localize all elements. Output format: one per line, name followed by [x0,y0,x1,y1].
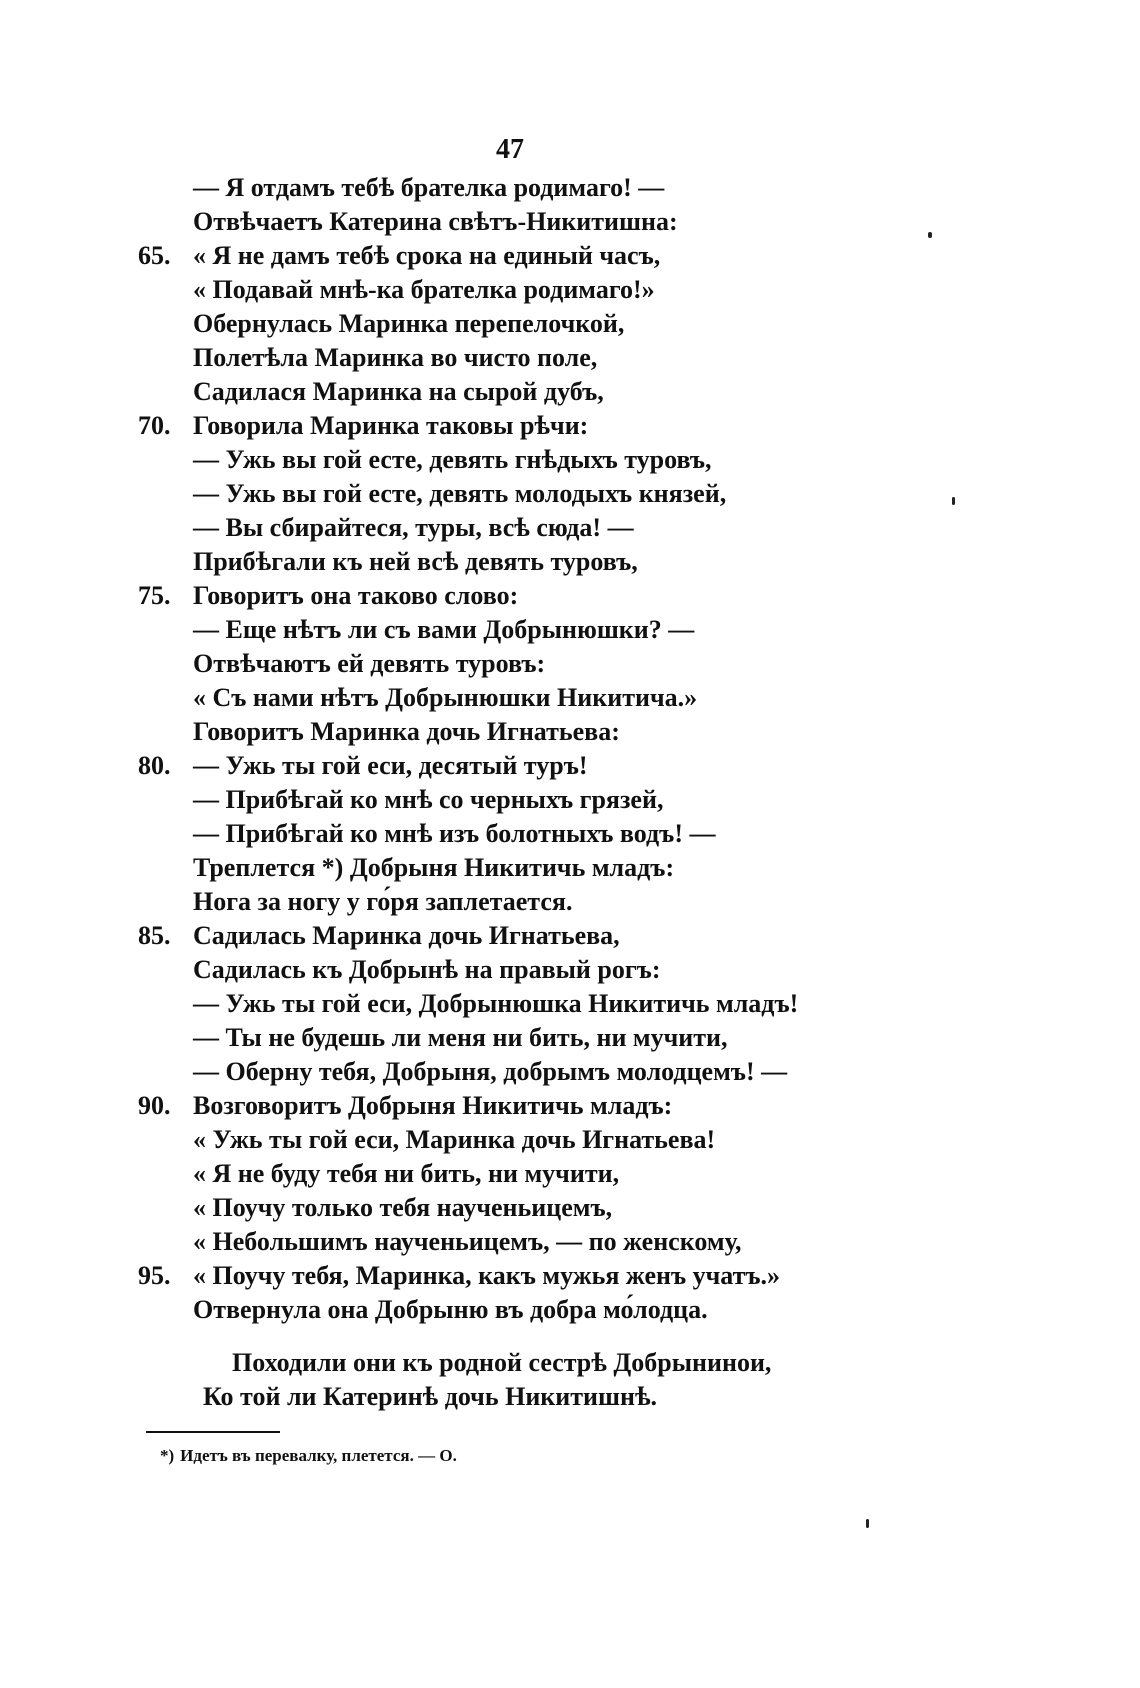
verse-text: « Я не буду тебя ни бить, ни мучити, [193,1159,620,1188]
verse-line [0,783,1140,817]
page-number: 47 [496,134,524,165]
verse-line [0,1123,1140,1157]
verse-line [0,1021,1140,1055]
verse-line [0,511,1140,545]
verse-line [0,987,1140,1021]
verse-text: « Поучу тебя, Маринка, какъ мужья женъ учатъ.» [193,1261,781,1290]
verse-line [0,1191,1140,1225]
verse-text: Ко той ли Катеринѣ дочь Никитишнѣ. [203,1382,658,1411]
verse-text: Отвѣчаютъ ей девять туровъ: [193,649,546,678]
verse-line [0,273,1140,307]
verse-line [0,307,1140,341]
verse-text: — Ты не будешь ли меня ни бить, ни мучити, [193,1023,728,1052]
verse-text: Садилась къ Добрынѣ на правый рогъ: [193,955,661,984]
verse-line [0,953,1140,987]
scan-speck [952,497,955,505]
verse-line [0,1346,1140,1380]
verse-text: Треплется *) Добрыня Никитичь младъ: [193,853,675,882]
verse-text: — Еще нѣтъ ли съ вами Добрынюшки? — [193,615,695,644]
verse-line [0,885,1140,919]
verse-line [0,1055,1140,1089]
verse-text: Нога за ногу у го́ря заплетается. [193,887,573,916]
verse-text: Говоритъ Маринка дочь Игнатьева: [193,717,620,746]
footnote [160,1446,457,1466]
verse-text: Походили они къ родной сестрѣ Добрынинои, [232,1348,772,1377]
verse-line [0,1089,1140,1123]
verse-line [0,1293,1140,1327]
footnote-marker: *) [160,1446,175,1465]
verse-line [0,613,1140,647]
verse-text: « Подавай мнѣ-ка брателка родимаго!» [193,275,655,304]
verse-line [0,1157,1140,1191]
verse-text: Говоритъ она таково слово: [193,581,519,610]
verse-text: Прибѣгали къ ней всѣ девять туровъ, [193,547,638,576]
verse-line [0,375,1140,409]
verse-text: « Небольшимъ наученьицемъ, — по женскому, [193,1227,742,1256]
verse-line [0,647,1140,681]
second-stanza [0,1346,1140,1414]
verse-text: — Прибѣгай ко мнѣ изъ болотныхъ водъ! — [193,819,716,848]
verse-text: Садилась Маринка дочь Игнатьева, [193,921,620,950]
footnote-text: Идетъ въ перевалку, плетется. — О. [180,1446,457,1465]
line-number: 95. [138,1261,171,1290]
verse-line [0,443,1140,477]
verse-text: Полетѣла Маринка во чисто поле, [193,343,598,372]
verse-line [0,477,1140,511]
verse-line [0,545,1140,579]
verse-line [0,919,1140,953]
verse-text: Отвѣчаетъ Катерина свѣтъ-Никитишна: [193,207,678,236]
verse-text: « Я не дамъ тебѣ срока на единый часъ, [193,241,661,270]
verse-line [0,681,1140,715]
verse-block [0,171,1140,1327]
verse-text: — Ужь ты гой еси, Добрынюшка Никитичь младъ! [193,989,799,1018]
verse-text: Возговоритъ Добрыня Никитичь младъ: [193,1091,673,1120]
verse-line [0,1380,1140,1414]
footnote-rule [146,1431,280,1433]
verse-line [0,749,1140,783]
verse-text: « Поучу только тебя наученьицемъ, [193,1193,613,1222]
verse-text: — Ужь ты гой еси, десятый туръ! [193,751,588,780]
verse-text: — Вы сбирайтеся, туры, всѣ сюда! — [193,513,634,542]
verse-line [0,715,1140,749]
verse-text: Говорила Маринка таковы рѣчи: [193,411,589,440]
scan-speck [928,232,932,238]
scan-speck [866,1519,869,1528]
verse-line [0,579,1140,613]
verse-text: — Я отдамъ тебѣ брателка родимаго! — [193,173,665,202]
line-number: 65. [138,241,171,270]
verse-text: « Ужь ты гой еси, Маринка дочь Игнатьева! [193,1125,716,1154]
verse-line [0,171,1140,205]
verse-text: — Ужь вы гой есте, девять молодыхъ князей, [193,479,727,508]
verse-text: « Съ нами нѣтъ Добрынюшки Никитича.» [193,683,698,712]
line-number: 75. [138,581,171,610]
verse-line [0,341,1140,375]
verse-line [0,1259,1140,1293]
verse-text: Обернулась Маринка перепелочкой, [193,309,625,338]
verse-line [0,409,1140,443]
verse-line [0,239,1140,273]
line-number: 85. [138,921,171,950]
verse-line [0,205,1140,239]
line-number: 80. [138,751,171,780]
verse-text: — Ужь вы гой есте, девять гнѣдыхъ туровъ, [193,445,712,474]
verse-line [0,1225,1140,1259]
verse-line [0,851,1140,885]
verse-text: Садилася Маринка на сырой дубъ, [193,377,604,406]
line-number: 70. [138,411,171,440]
verse-text: — Прибѣгай ко мнѣ со черныхъ грязей, [193,785,664,814]
verse-line [0,817,1140,851]
verse-text: — Оберну тебя, Добрыня, добрымъ молодцемъ! — [193,1057,788,1086]
verse-text: Отвернула она Добрыню въ добра мо́лодца. [193,1295,708,1324]
line-number: 90. [138,1091,171,1120]
